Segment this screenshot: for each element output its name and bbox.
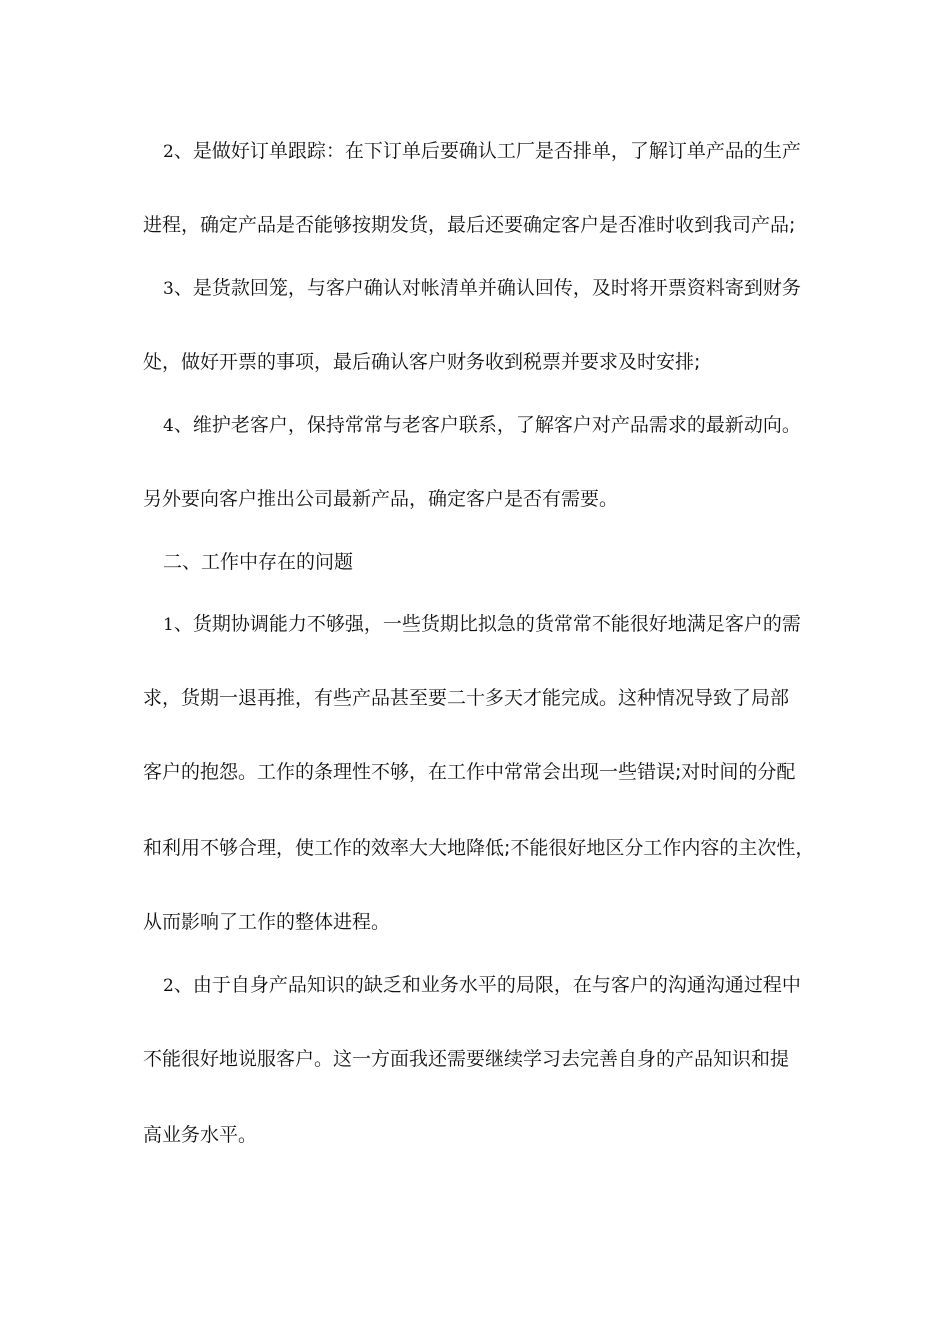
paragraph-line [143, 213, 823, 237]
paragraph-text: 从而影响了工作的整体进程。 [143, 911, 391, 933]
paragraph-text: 处，做好开票的事项，最后确认客户财务收到税票并要求及时安排; [143, 351, 701, 373]
paragraph-line [163, 139, 843, 164]
list-number: 1 [163, 615, 174, 635]
paragraph-text: 、是做好订单跟踪：在下订单后要确认工厂是否排单，了解订单产品的生产 [173, 140, 801, 162]
paragraph-line [143, 1047, 823, 1071]
paragraph-line [143, 836, 823, 860]
paragraph-text: 、由于自身产品知识的缺乏和业务水平的局限，在与客户的沟通沟通过程中 [173, 974, 801, 996]
paragraph-line [143, 910, 823, 934]
paragraph-text: 不能很好地说服客户。这一方面我还需要继续学习去完善自身的产品知识和提 [143, 1048, 790, 1070]
list-number: 2 [163, 976, 174, 996]
paragraph-text: 求，货期一退再推，有些产品甚至要二十多天才能完成。这种情况导致了局部 [143, 687, 790, 709]
paragraph-text: 另外要向客户推出公司最新产品，确定客户是否有需要。 [143, 488, 619, 510]
paragraph-text: 和利用不够合理，使工作的效率大大地降低;不能很好地区分工作内容的主次性， [143, 837, 815, 859]
paragraph-text: 进程，确定产品是否能够按期发货，最后还要确定客户是否准时收到我司产品; [143, 214, 796, 236]
paragraph-line [163, 612, 843, 637]
paragraph-text: 高业务水平。 [143, 1124, 258, 1146]
paragraph-text: 客户的抱怨。工作的条理性不够，在工作中常常会出现一些错误;对时间的分配 [143, 761, 796, 783]
heading-text: 二、工作中存在的问题 [163, 551, 354, 573]
paragraph-line [143, 760, 823, 784]
paragraph-text: 、货期协调能力不够强，一些货期比拟急的货常常不能很好地满足客户的需 [173, 613, 801, 635]
paragraph-line [143, 350, 823, 374]
paragraph-text: 、维护老客户，保持常常与老客户联系，了解客户对产品需求的最新动向。 [173, 414, 801, 436]
paragraph-line [143, 686, 823, 710]
section-heading [163, 550, 843, 574]
paragraph-line [143, 487, 823, 511]
list-number: 3 [163, 279, 174, 299]
paragraph-text: 、是货款回笼，与客户确认对帐清单并确认回传，及时将开票资料寄到财务 [173, 277, 801, 299]
list-number: 4 [163, 416, 174, 436]
list-number: 2 [163, 142, 174, 162]
paragraph-line [163, 276, 843, 301]
paragraph-line [163, 973, 843, 998]
paragraph-line [143, 1123, 823, 1147]
paragraph-line [163, 413, 843, 438]
